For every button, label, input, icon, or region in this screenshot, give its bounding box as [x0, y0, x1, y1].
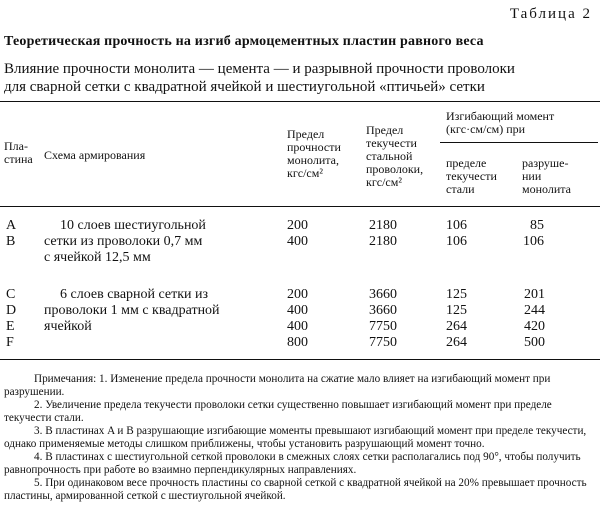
note-item: 2. Увеличение предела текучести проволоки сетки существенно повышает изгибающий момент при пределе текучести стали. — [4, 399, 552, 424]
monolith-value: 400 — [287, 303, 308, 318]
monolith-value: 800 — [287, 335, 308, 350]
monolith-value: 200 — [287, 218, 308, 233]
failure-moment-value: 85 — [530, 218, 544, 233]
table-notes — [4, 373, 598, 503]
header-bottom-rule — [0, 206, 600, 207]
plate-label: B — [6, 234, 16, 249]
yield-moment-value: 106 — [446, 234, 467, 249]
header-bending-moment: Изгибающий момент (кгс·см/см) при — [446, 109, 555, 136]
scheme-description: 6 слоев сварной сетки из проволоки 1 мм с квадратной ячейкой — [44, 287, 220, 334]
failure-moment-value: 201 — [524, 287, 545, 302]
plate-label: F — [6, 335, 14, 350]
note-item: 4. В пластинах с шестиугольной сеткой проволоки в смежных слоях сетки располагались под 90°, чтобы получить равнопрочность при работе во взаимно перпендикулярных направлениях. — [4, 451, 581, 476]
header-at-yield: пределе текучести стали — [446, 156, 497, 196]
monolith-value: 400 — [287, 319, 308, 334]
plate-label: A — [6, 218, 17, 233]
header-plate: Пла- стина — [4, 139, 33, 166]
table-title: Теоретическая прочность на изгиб армоцементных пластин равного веса — [4, 34, 484, 49]
plate-label: C — [6, 287, 16, 302]
header-top-rule — [0, 101, 600, 102]
scheme-description: 10 слоев шестиугольной сетки из проволоки 0,7 мм с ячейкой 12,5 мм — [44, 218, 206, 265]
monolith-value: 400 — [287, 234, 308, 249]
subtitle-line: для сварной сетки с квадратной ячейкой и шестиугольной «птичьей» сетки — [4, 79, 485, 95]
yield-moment-value: 125 — [446, 287, 467, 302]
header-monolith-strength: Предел прочности монолита, кгс/см² — [287, 127, 341, 180]
table-label: Таблица 2 — [509, 6, 592, 22]
monolith-value: 200 — [287, 287, 308, 302]
header-scheme: Схема армирования — [44, 148, 146, 162]
table-subtitle — [4, 60, 596, 96]
wire-value: 2180 — [369, 234, 397, 249]
failure-moment-value: 500 — [524, 335, 545, 350]
yield-moment-value: 125 — [446, 303, 467, 318]
failure-moment-value: 420 — [524, 319, 545, 334]
wire-value: 7750 — [369, 335, 397, 350]
note-item: Примечания: 1. Изменение предела прочности монолита на сжатие мало влияет на изгибающий момент при разрушении. — [4, 373, 551, 398]
yield-moment-value: 106 — [446, 218, 467, 233]
yield-moment-value: 264 — [446, 335, 467, 350]
plate-label: E — [6, 319, 15, 334]
header-sub-rule — [440, 142, 598, 143]
wire-value: 3660 — [369, 303, 397, 318]
failure-moment-value: 244 — [524, 303, 545, 318]
wire-value: 3660 — [369, 287, 397, 302]
note-item: 3. В пластинах A и B разрушающие изгибающие моменты превышают изгибающий момент при пределе текучести, однако применяемые методы слишком приближены, чтобы установить разрушающий момент точно. — [4, 425, 587, 450]
header-at-failure: разруше- нии монолита — [522, 156, 571, 196]
plate-label: D — [6, 303, 17, 318]
yield-moment-value: 264 — [446, 319, 467, 334]
table-bottom-rule — [0, 359, 600, 360]
failure-moment-value: 106 — [523, 234, 544, 249]
note-item: 5. При одинаковом весе прочность пластины со сварной сеткой с квадратной ячейкой на 20% превышает прочность пластины, армированной сеткой с шестиугольной ячейкой. — [4, 477, 587, 502]
wire-value: 2180 — [369, 218, 397, 233]
header-wire-yield: Предел текучести стальной проволоки, кгс/см² — [366, 123, 424, 189]
subtitle-line: Влияние прочности монолита — цемента — и разрывной прочности проволоки — [4, 61, 515, 77]
wire-value: 7750 — [369, 319, 397, 334]
